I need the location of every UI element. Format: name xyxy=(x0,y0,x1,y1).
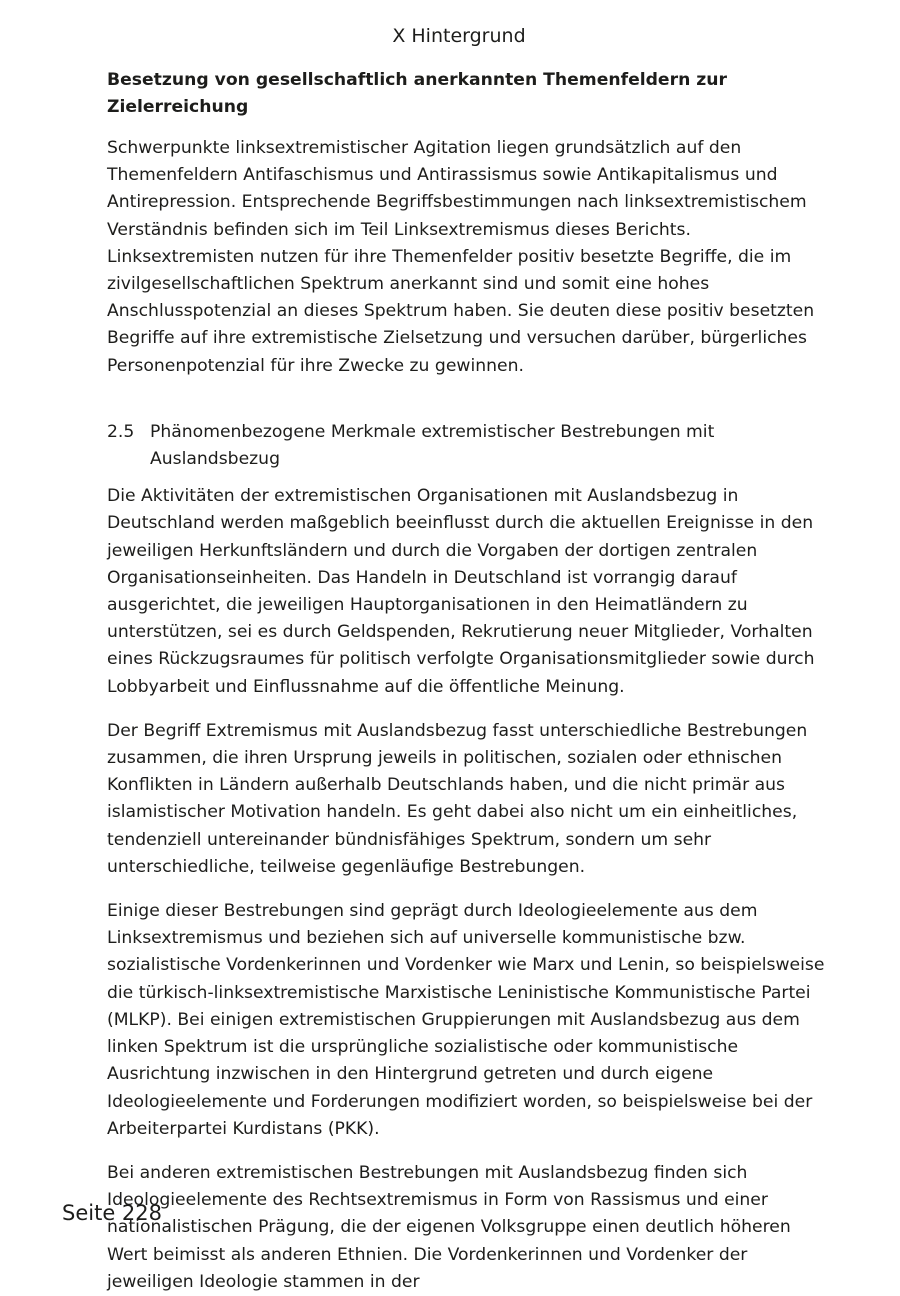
page-content xyxy=(107,67,835,1296)
section-number: 2.5 xyxy=(107,421,135,442)
page-number: Seite 228 xyxy=(62,1201,162,1225)
section-heading xyxy=(107,419,835,473)
paragraph: Schwerpunkte linksextremistischer Agitation liegen grundsätzlich auf den Themenfeldern Antifaschismus und Antirassismus sowie Antikapitalismus und Antirepression. Entsprechende Begriffsbestimmungen nach linksextremistischem Verständnis befinden sich im Teil Linksextremismus dieses Berichts. Linksextremisten nutzen für ihre Themenfelder positiv besetzte Begriffe, die im zivilgesellschaftlichen Spektrum anerkannt sind und somit eine hohes Anschlusspotenzial an dieses Spektrum haben. Sie deuten diese positiv besetzten Begriffe auf ihre extremistische Zielsetzung und versuchen darüber, bürgerliches Personenpotenzial für ihre Zwecke zu gewinnen. xyxy=(107,138,815,376)
subsection-title: Besetzung von gesellschaftlich anerkannten Themenfeldern zur Zielerreichung xyxy=(107,70,728,117)
paragraph: Bei anderen extremistischen Bestrebungen mit Auslandsbezug finden sich Ideologieelemente des Rechtsextremismus in Form von Rassismus und einer nationalistischen Prägung, die der eigenen Volksgruppe einen deutlich höheren Wert beimisst als anderen Ethnien. Die Vordenkerinnen und Vordenker der jeweiligen Ideologie stammen in der xyxy=(107,1162,791,1292)
paragraph: Einige dieser Bestrebungen sind geprägt durch Ideologieelemente aus dem Linksextremismus und beziehen sich auf universelle kommunistische bzw. sozialistische Vordenkerinnen und Vordenker wie Marx und Lenin, so beispielsweise die türkisch-linksextremistische Marxistische Leninistische Kommunistische Partei (MLKP). Bei einigen extremistischen Gruppierungen mit Auslandsbezug aus dem linken Spektrum ist die ursprüngliche sozialistische oder kommunistische Ausrichtung inzwischen in den Hintergrund getreten und durch eigene Ideologieelemente und Forderungen modifiziert worden, so beispielsweise bei der Arbeiterpartei Kurdistans (PKK). xyxy=(107,901,825,1139)
section-title: Phänomenbezogene Merkmale extremistischer Bestrebungen mit Auslandsbezug xyxy=(150,421,715,470)
paragraph: Der Begriff Extremismus mit Auslandsbezug fasst unterschiedliche Bestrebungen zusammen, die ihren Ursprung jeweils in politischen, sozialen oder ethnischen Konflikten in Ländern außerhalb Deutschlands haben, und die nicht primär aus islamistischer Motivation handeln. Es geht dabei also nicht um ein einheitliches, tendenziell untereinander bündnisfähiges Spektrum, sondern um sehr unterschiedliche, teilweise gegenläufige Bestrebungen. xyxy=(107,720,808,877)
running-header: X Hintergrund xyxy=(392,25,526,47)
paragraph: Die Aktivitäten der extremistischen Organisationen mit Auslandsbezug in Deutschland werden maßgeblich beeinflusst durch die aktuellen Ereignisse in den jeweiligen Herkunftsländern und durch die Vorgaben der dortigen zentralen Organisationseinheiten. Das Handeln in Deutschland ist vorrangig darauf ausgerichtet, die jeweiligen Hauptorganisationen in den Heimatländern zu unterstützen, sei es durch Geldspenden, Rekrutierung neuer Mitglieder, Vorhalten eines Rückzugsraumes für politisch verfolgte Organisationsmitglieder sowie durch Lobbyarbeit und Einflussnahme auf die öffentliche Meinung. xyxy=(107,486,815,697)
